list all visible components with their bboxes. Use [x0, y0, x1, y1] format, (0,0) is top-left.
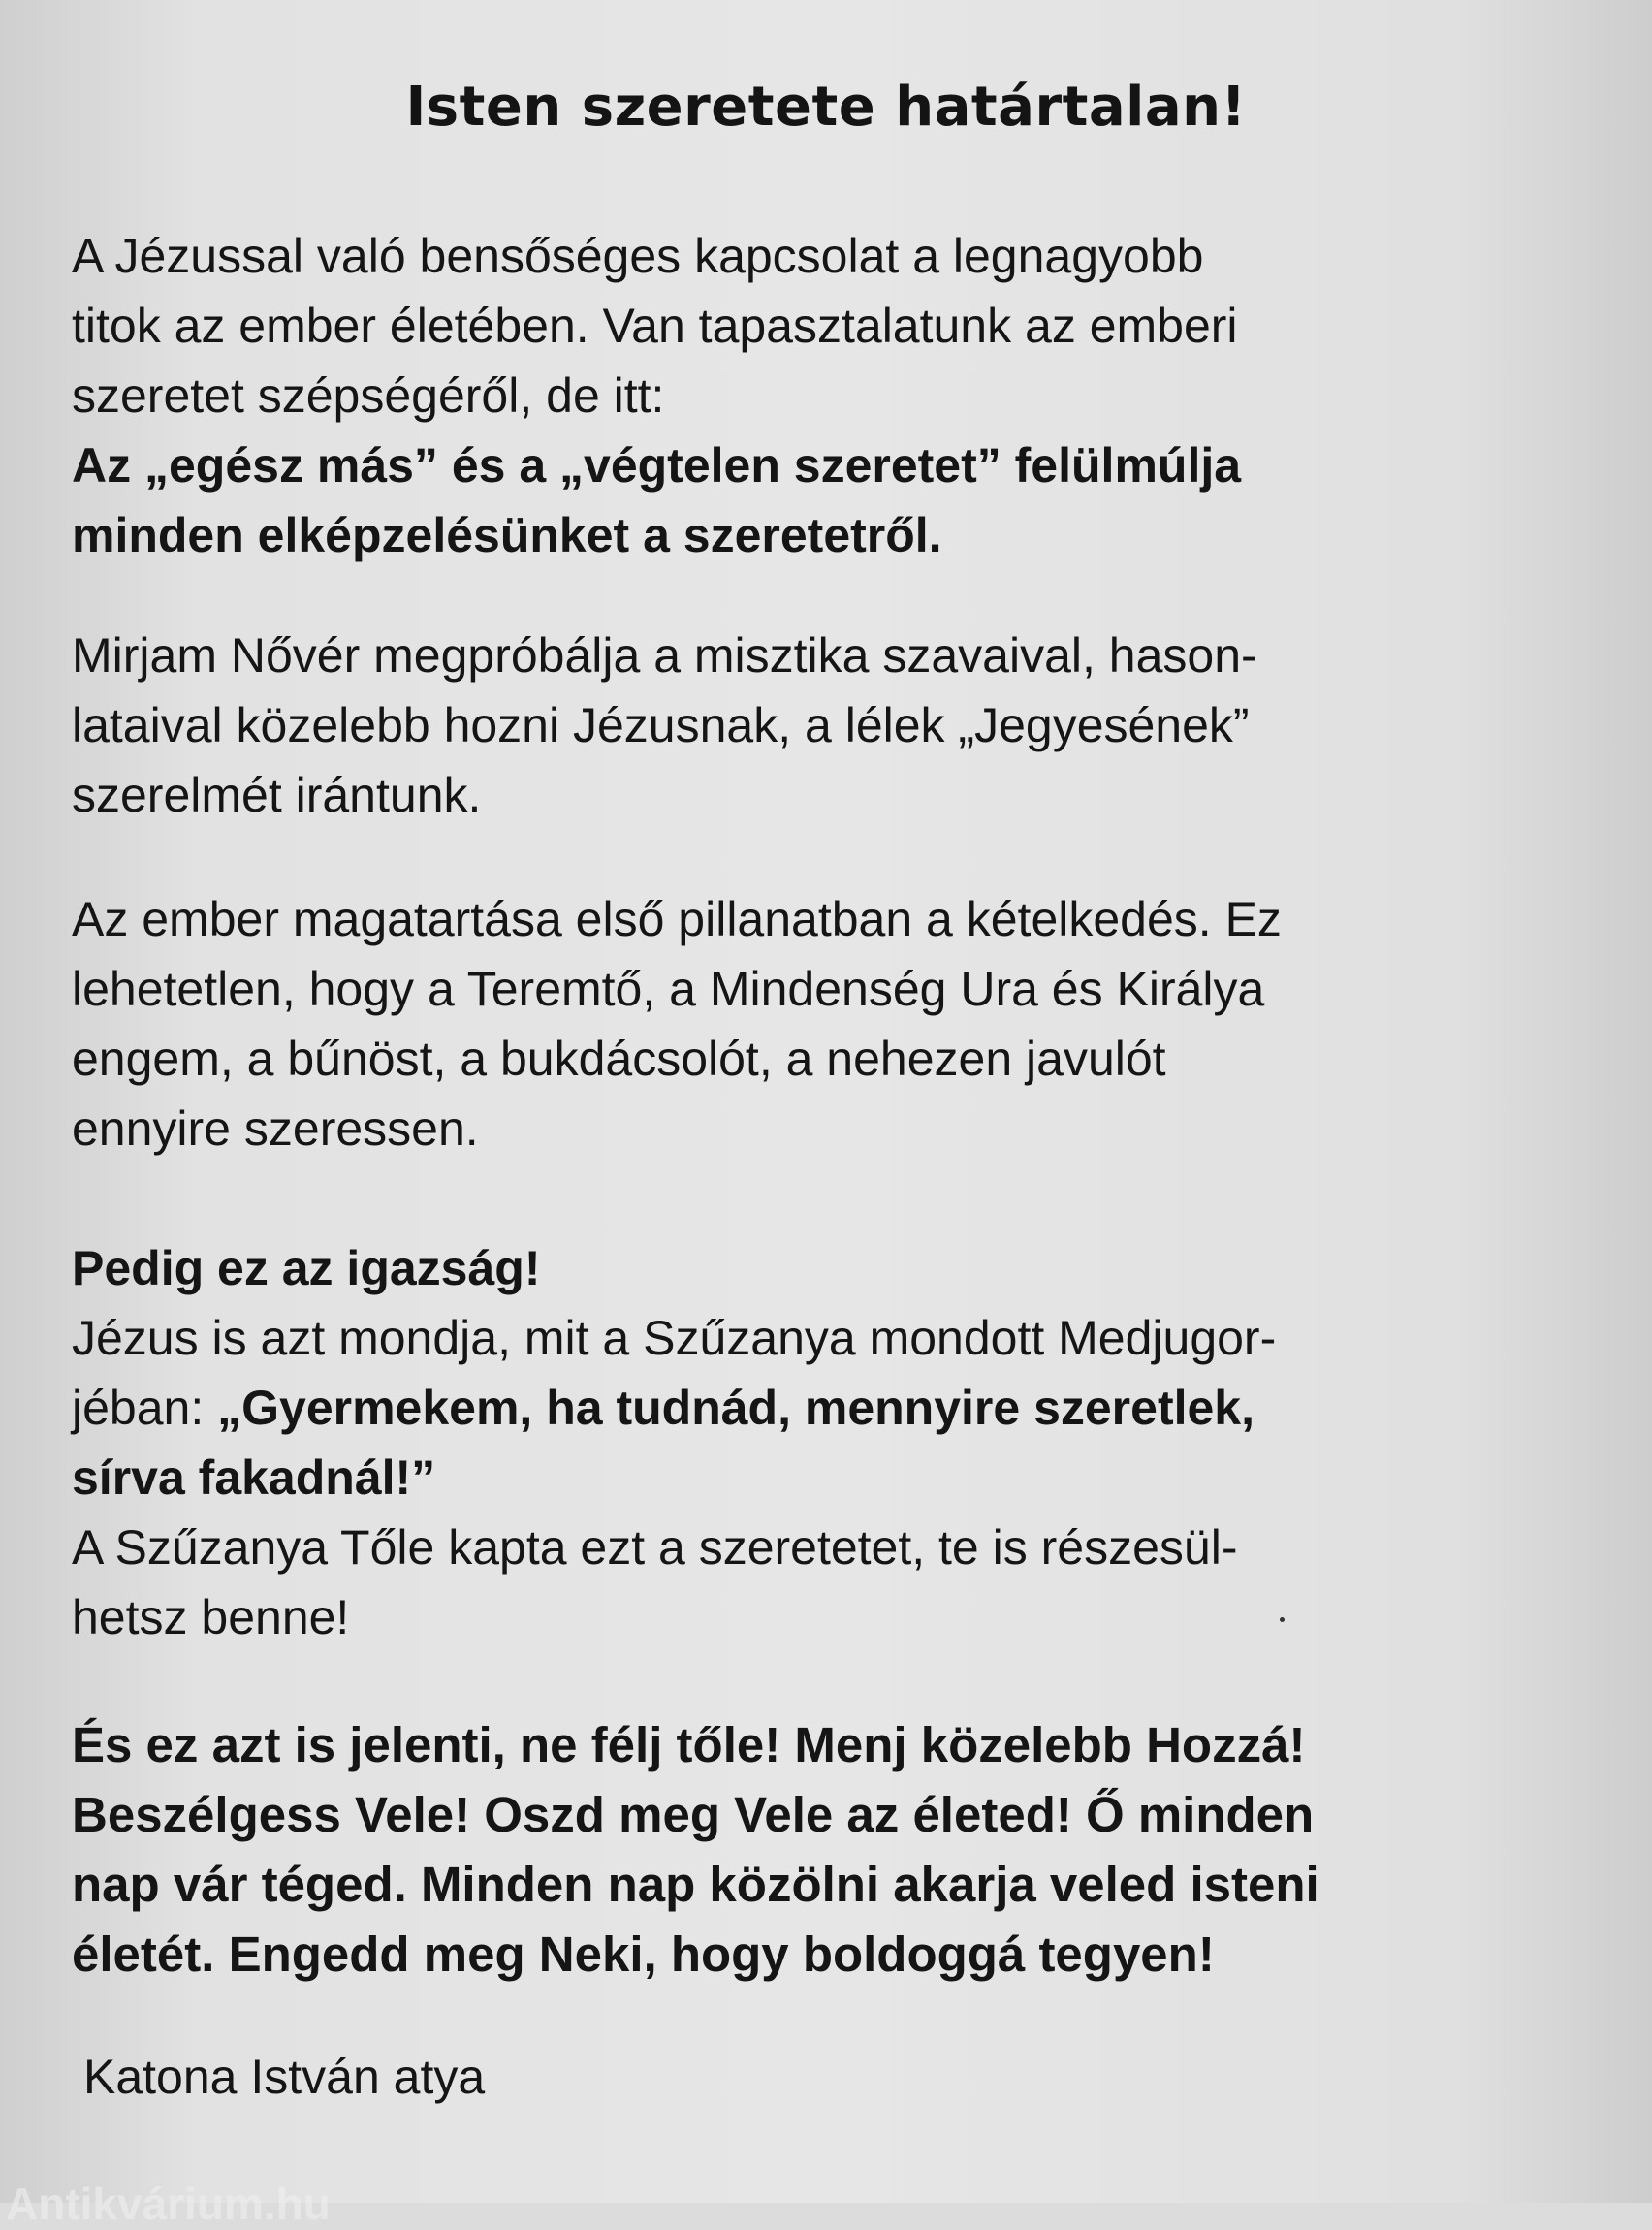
text-line: titok az ember életében. Van tapasztalatunk az emberi: [72, 299, 1238, 353]
dust-speck: [1280, 1617, 1285, 1622]
text-line: lehetetlen, hogy a Teremtő, a Mindenség Ura és Királya: [72, 962, 1265, 1016]
document-title: Isten szeretete határtalan!: [405, 76, 1247, 139]
text-line: szeretet szépségéről, de itt:: [72, 368, 665, 423]
text-line: Mirjam Nővér megpróbálja a misztika szavaival, hason-: [72, 628, 1257, 683]
bold-text-line: És ez azt is jelenti, ne félj tőle! Menj közelebb Hozzá!: [72, 1717, 1306, 1772]
paragraph-mirjam: [72, 621, 1584, 830]
paragraph-intro: [72, 221, 1584, 570]
paragraph-truth: [72, 1233, 1584, 1652]
text-line: Az ember magatartása első pillanatban a kételkedés. Ez: [72, 892, 1282, 946]
bold-text-line: életét. Engedd meg Neki, hogy boldoggá tegyen!: [72, 1927, 1215, 1982]
paragraph-invitation: [72, 1710, 1584, 1990]
quote-text: sírva fakadnál!”: [72, 1450, 436, 1505]
text-line: [72, 1373, 1584, 1443]
text-line: ennyire szeressen.: [72, 1101, 479, 1156]
bold-text-line: Beszélgess Vele! Oszd meg Vele az életed! Ő minden: [72, 1787, 1315, 1842]
text-fragment: jéban:: [72, 1381, 218, 1435]
bold-text-line: Az „egész más” és a „végtelen szeretet” felülmúlja: [72, 438, 1242, 493]
text-line: engem, a bűnöst, a bukdácsolót, a nehezen javulót: [72, 1032, 1166, 1086]
watermark: Antikvárium.hu: [6, 2179, 331, 2229]
text-line: A Szűzanya Tőle kapta ezt a szeretetet, te is részesül-: [72, 1520, 1238, 1575]
quote-text: „Gyermekem, ha tudnád, mennyire szeretlek,: [217, 1381, 1255, 1435]
paragraph-doubt: [72, 884, 1584, 1163]
text-line: lataival közelebb hozni Jézusnak, a lélek „Jegyesének”: [72, 698, 1250, 752]
text-line: szerelmét irántunk.: [72, 768, 482, 822]
author-signature: Katona István atya: [83, 2050, 486, 2104]
text-line: hetsz benne!: [72, 1590, 350, 1644]
bold-text-line: nap vár téged. Minden nap közölni akarja veled isteni: [72, 1857, 1319, 1912]
text-line: Jézus is azt mondja, mit a Szűzanya mondott Medjugor-: [72, 1311, 1277, 1365]
paragraph-heading: Pedig ez az igazság!: [72, 1241, 541, 1295]
text-line: A Jézussal való bensőséges kapcsolat a legnagyobb: [72, 229, 1204, 283]
bold-text-line: minden elképzelésünket a szeretetről.: [72, 508, 942, 562]
